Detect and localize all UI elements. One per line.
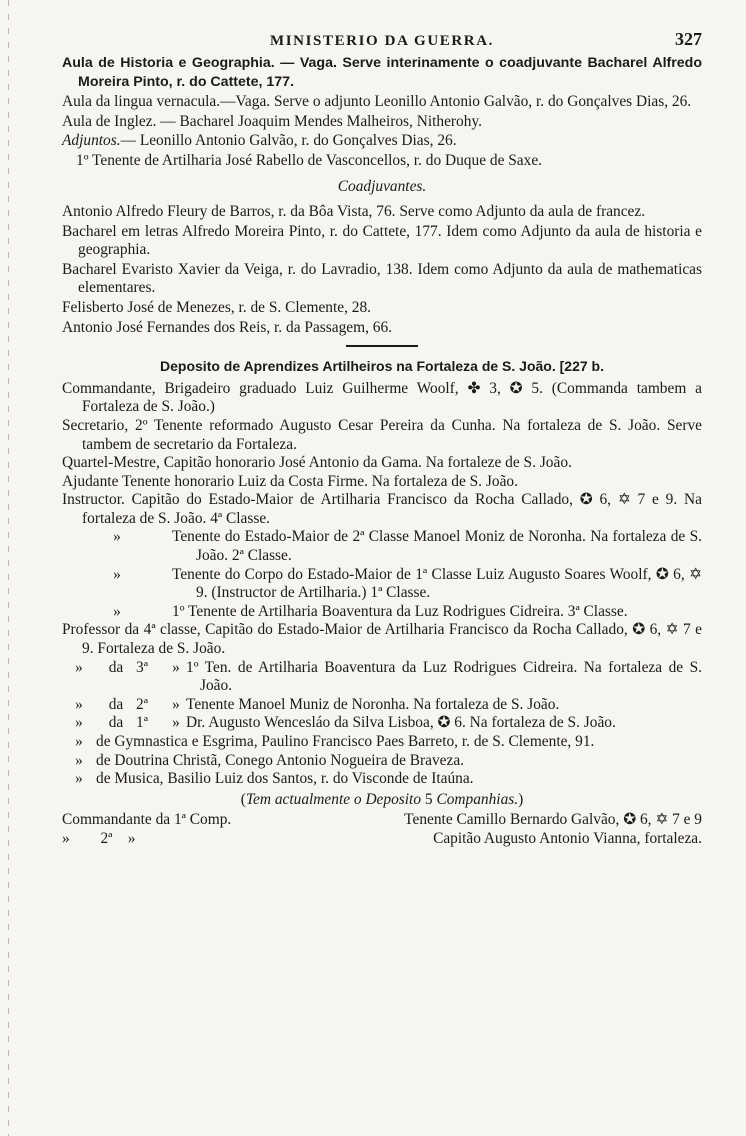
professor-da: da (108, 714, 124, 732)
deposito-secretario: Secretario, 2º Tenente reformado Augusto Cesar Pereira da Cunha. Na fortaleza de S. João. Serve tambem de secretario da Fortaleza. (62, 416, 702, 453)
ditto-mark: » (75, 658, 83, 676)
deposito-instructor (62, 491, 702, 528)
page-title: MINISTERIO DA GUERRA. (269, 33, 495, 49)
professor-row-text: 1º Ten. de Artilharia Boaventura da Luz Rodrigues Cidreira. Na fortaleza de S. João. (186, 658, 702, 695)
note-paren-open: ( (240, 790, 246, 808)
companhias-note (62, 791, 702, 810)
ditto-mark: » (172, 695, 180, 713)
professor-other-text: de Gymnastica e Esgrima, Paulino Francisco Paes Barreto, r. de S. Clemente, 91. (96, 733, 595, 750)
entry-adjuntos (62, 132, 702, 151)
companhia-label: » 2ª » (62, 829, 136, 847)
page-content (62, 28, 702, 849)
deposito-reference: [227 b. (559, 358, 604, 375)
ditto-mark: » (75, 733, 83, 750)
ditto-mark: » (75, 770, 83, 788)
deposito-commandante: Commandante, Brigadeiro graduado Luiz Guilherme Woolf, ✤ 3, ✪ 5. (Commanda tambem a Fortaleza de S. João.) (62, 379, 702, 416)
page-header (62, 28, 702, 54)
ditto-mark: » (75, 695, 83, 713)
entry-aula-inglez: Aula de Inglez. — Bacharel Joaquim Mendes Malheiros, Nitherohy. (62, 112, 482, 130)
note-italic-close: Companhias. (436, 790, 519, 808)
instructor-row (62, 528, 702, 565)
note-italic-text: Tem actualmente o Deposito (245, 790, 422, 808)
note-number: 5 (424, 790, 433, 808)
adjuntos-label: Adjuntos. (62, 132, 121, 150)
coadjuvante-entry: Bacharel Evaristo Xavier da Veiga, r. do Lavradio, 138. Idem como Adjunto da aula de mathematicas elementares. (62, 260, 702, 297)
professor-row (62, 696, 702, 715)
instructor-row-text: Tenente do Estado-Maior de 2ª Classe Manoel Moniz de Noronha. Na fortaleza de S. João. 2ª Classe. (172, 528, 702, 565)
ditto-mark: » (113, 528, 121, 546)
professor-label: Professor da 4ª classe, (62, 621, 201, 639)
professor-other-text: de Doutrina Christã, Conego Antonio Nogueira de Braveza. (96, 751, 464, 769)
professor-row (62, 659, 702, 696)
instructor-text: Capitão do Estado-Maior de Artilharia Francisco da Rocha Callado, ✪ 6, ✡ 7 e 9. Na fortaleza de S. João. 4ª Classe. (82, 491, 702, 527)
companhia-commander: Capitão Augusto Antonio Vianna, fortaleza. (433, 829, 702, 847)
professor-row-text: Tenente Manoel Muniz de Noronha. Na fortaleza de S. João. (186, 695, 560, 713)
professor-row (62, 714, 702, 733)
ditto-mark: » (113, 565, 121, 583)
companhia-row (62, 811, 702, 830)
ditto-mark: » (75, 751, 83, 769)
entry-aula-historia: Aula de Historia e Geographia. — Vaga. Serve interinamente o coadjuvante Bacharel Alfredo Moreira Pinto, r. do Cattete, 177. (62, 55, 702, 90)
professor-other-row (62, 752, 702, 771)
coadjuvante-entry: Bacharel em letras Alfredo Moreira Pinto, r. do Cattete, 177. Idem como Adjunto da aula de historia e geographia. (62, 222, 702, 259)
instructor-label: Instructor. (62, 491, 125, 509)
coadjuvante-entry: Felisberto José de Menezes, r. de S. Clemente, 28. (62, 298, 372, 316)
adjuntos-text: — Leonillo Antonio Galvão, r. do Gonçalves Dias, 26. (120, 132, 457, 150)
note-paren-close: ) (518, 790, 524, 808)
instructor-row-text: 1º Tenente de Artilharia Boaventura da Luz Rodrigues Cidreira. 3ª Classe. (172, 602, 628, 620)
companhia-row (62, 830, 702, 849)
professor-da: da (108, 658, 124, 676)
instructor-row (62, 566, 702, 603)
ditto-mark: » (172, 714, 180, 732)
professor-class: 1ª (136, 714, 148, 732)
ditto-mark: » (75, 714, 83, 732)
professor-text: Capitão do Estado-Maior de Artilharia Francisco da Rocha Callado, ✪ 6, ✡ 7 e 9. Fortaleza de S. João. (82, 621, 702, 658)
professor-row-text: Dr. Augusto Wencesláo da Silva Lisboa, ✪ 6. Na fortaleza de S. João. (186, 714, 616, 732)
professor-other-text: de Musica, Basilio Luiz dos Santos, r. do Visconde de Itaúna. (96, 770, 474, 788)
instructor-row (62, 603, 702, 622)
scan-gutter-line (8, 0, 9, 1136)
instructor-row-text: Tenente do Corpo do Estado-Maior de 1ª Classe Luiz Augusto Soares Woolf, ✪ 6, ✡ 9. (Instructor de Artilharia.) 1ª Classe. (172, 565, 702, 602)
companhia-label: Commandante da 1ª Comp. (62, 811, 232, 829)
deposito-title: Deposito de Aprendizes Artilheiros na Fortaleza de S. João. (160, 358, 556, 375)
entry-tenente-artilharia: 1º Tenente de Artilharia José Rabello de Vasconcellos, r. do Duque de Saxe. (76, 151, 543, 169)
professor-class: 3ª (136, 658, 148, 676)
professor-da: da (108, 695, 124, 713)
entry-aula-lingua: Aula da lingua vernacula.—Vaga. Serve o adjunto Leonillo Antonio Galvão, r. do Gonçalves Dias, 26. (62, 93, 692, 110)
professor-other-row (62, 733, 702, 752)
ditto-mark: » (113, 602, 121, 620)
coadjuvante-entry: Antonio José Fernandes dos Reis, r. da Passagem, 66. (62, 318, 393, 336)
deposito-heading (62, 357, 702, 376)
section-divider (346, 345, 418, 347)
coadjuvante-entry: Antonio Alfredo Fleury de Barros, r. da Bôa Vista, 76. Serve como Adjunto da aula de francez. (62, 202, 646, 220)
professor-class: 2ª (136, 695, 148, 713)
deposito-ajudante: Ajudante Tenente honorario Luiz da Costa Firme. Na fortaleza de S. João. (62, 472, 518, 490)
companhia-commander: Tenente Camillo Bernardo Galvão, ✪ 6, ✡ 7 e 9 (404, 811, 702, 829)
professor-other-row (62, 770, 702, 789)
deposito-professor (62, 621, 702, 658)
page-number: 327 (675, 29, 702, 49)
coadjuvantes-heading: Coadjuvantes. (337, 178, 427, 196)
ditto-mark: » (172, 658, 180, 676)
deposito-quartel-mestre: Quartel-Mestre, Capitão honorario José Antonio da Gama. Na fortaleze de S. João. (62, 454, 572, 472)
